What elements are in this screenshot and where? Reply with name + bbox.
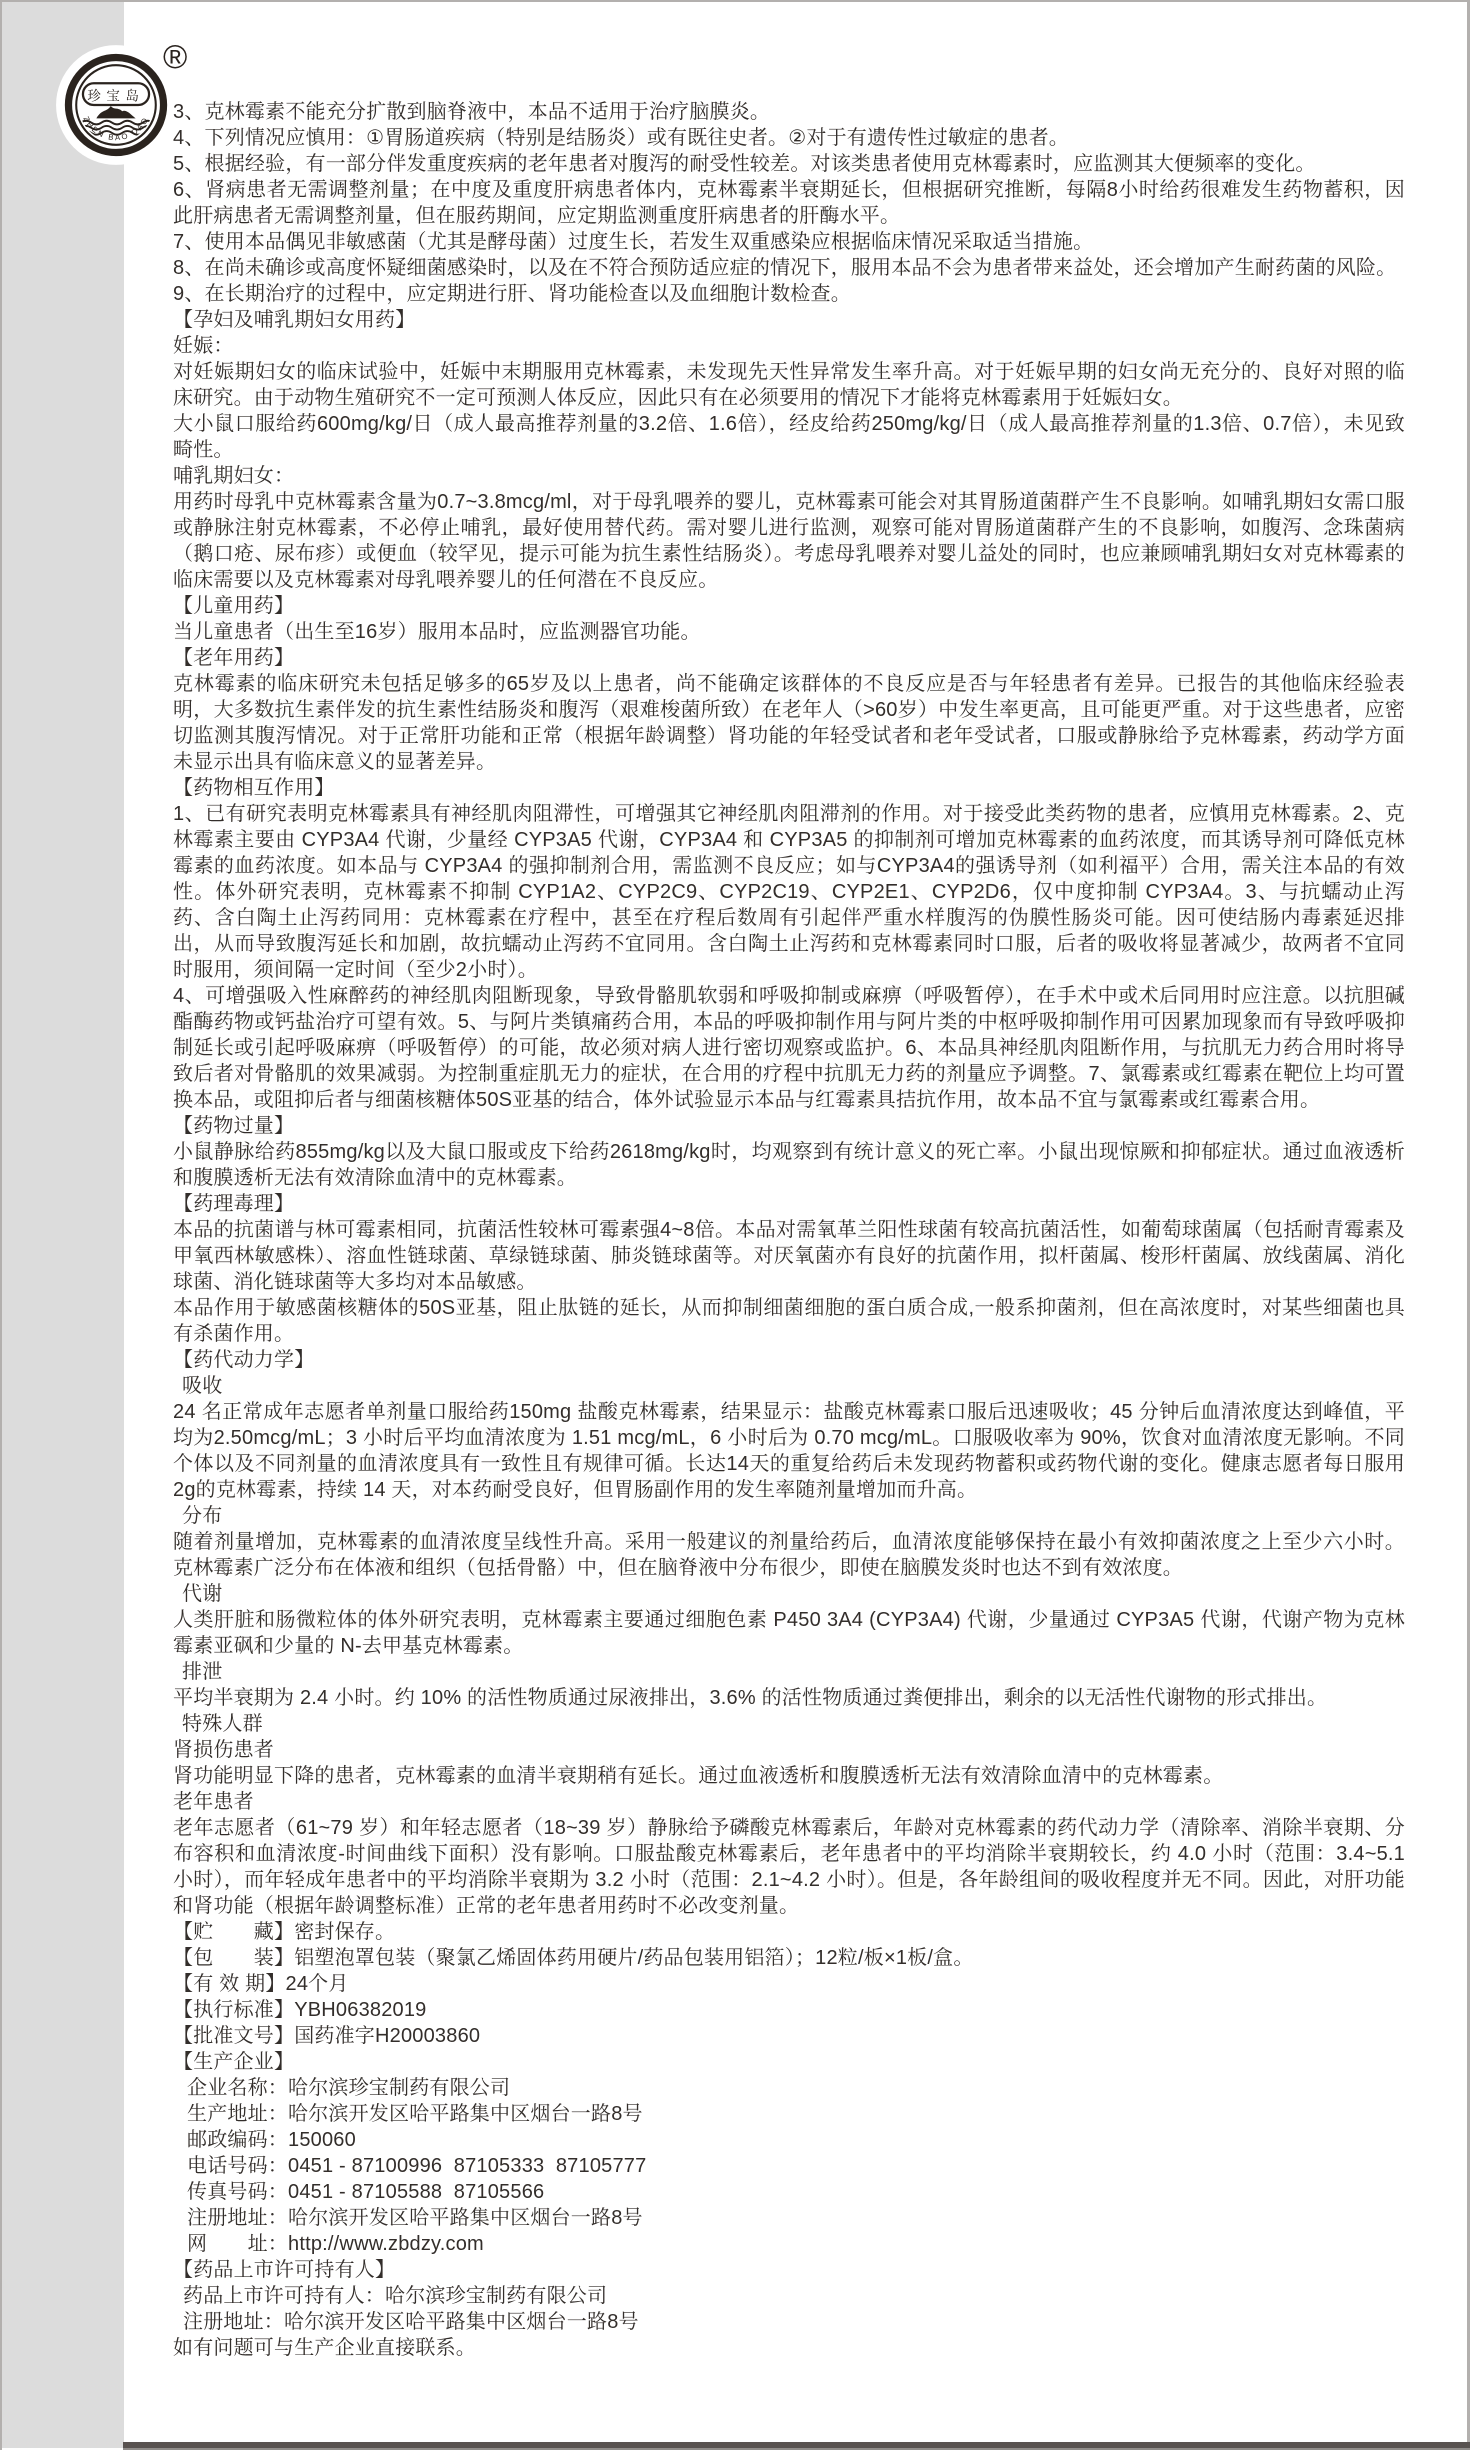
doc-line: 药品上市许可持有人：哈尔滨珍宝制药有限公司 <box>183 2285 608 2307</box>
doc-line: 【药理毒理】 <box>173 1193 295 1215</box>
doc-line: 如有问题可与生产企业直接联系。 <box>173 2337 476 2359</box>
doc-line: 网 址：http://www.zbdzy.com <box>187 2233 484 2255</box>
doc-line: 肾损伤患者 <box>173 1739 274 1761</box>
doc-line: 代谢 <box>182 1583 223 1605</box>
zhenbaodao-logo-icon <box>54 43 178 167</box>
doc-line: 【批准文号】国药准字H20003860 <box>173 2025 481 2047</box>
doc-line: 【有 效 期】24个月 <box>173 1973 349 1995</box>
doc-line: 分布 <box>182 1505 223 1527</box>
doc-line: 【包 装】铝塑泡罩包装（聚氯乙烯固体药用硬片/药品包装用铝箔）；12粒/板×1板/盒。 <box>173 1947 974 1969</box>
doc-line: 吸收 <box>182 1375 223 1397</box>
doc-line: 妊娠： <box>173 335 234 357</box>
doc-line: 老年患者 <box>173 1791 254 1813</box>
registered-trademark-icon: ® <box>163 38 188 75</box>
doc-line: 哺乳期妇女： <box>173 465 295 487</box>
doc-line: 5、根据经验，有一部分伴发重度疾病的老年患者对腹泻的耐受性较差。对该类患者使用克林霉素时，应监测其大便频率的变化。 <box>173 153 1316 175</box>
logo-name-en-arc: ZHEN BAO DAO <box>81 114 151 143</box>
doc-line: 【老年用药】 <box>173 647 295 669</box>
doc-line: 注册地址：哈尔滨开发区哈平路集中区烟台一路8号 <box>183 2311 639 2333</box>
doc-line: 4、下列情况应慎用：①胃肠道疾病（特别是结肠炎）或有既往史者。②对于有遗传性过敏症的患者。 <box>173 127 1069 149</box>
doc-line: 【孕妇及哺乳期妇女用药】 <box>173 309 416 331</box>
doc-line: 24 名正常成年志愿者单剂量口服给药150mg 盐酸克林霉素，结果显示：盐酸克林霉素口服后迅速吸收；45 分钟后血清浓度达到峰值，平均为2.50mcg/mL；3 小时后平均血清浓度为 1.51 mcg/mL，6 小时后为 0.70 mcg/mL。口服吸收率为 90%，饮食对血清浓度无影响。不同个体以及不同剂量的血清浓度具有一致性且有规律可循。长达14天的重复给药后未发现药物蓄积或药物代谢的变化。健康志愿者每日服用2g的克林霉素，持续 14 天，对本药耐受良好，但胃肠副作用的发生率随剂量增加而升高。 <box>173 1401 1405 1501</box>
doc-line: 9、在长期治疗的过程中，应定期进行肝、肾功能检查以及血细胞计数检查。 <box>173 283 851 305</box>
doc-line: 【药物相互作用】 <box>173 777 335 799</box>
doc-line: 【药代动力学】 <box>173 1349 315 1371</box>
doc-line: 3、克林霉素不能充分扩散到脑脊液中，本品不适用于治疗脑膜炎。 <box>173 101 771 123</box>
doc-line: 当儿童患者（出生至16岁）服用本品时，应监测器官功能。 <box>173 621 701 643</box>
leaflet-body <box>173 99 1405 2361</box>
doc-line: 【药物过量】 <box>173 1115 295 1137</box>
doc-line: 本品作用于敏感菌核糖体的50S亚基，阻止肽链的延长，从而抑制细菌细胞的蛋白质合成,一般系抑菌剂，但在高浓度时，对某些细菌也具有杀菌作用。 <box>173 1297 1405 1345</box>
doc-line: 克林霉素的临床研究未包括足够多的65岁及以上患者，尚不能确定该群体的不良反应是否与年轻患者有差异。已报告的其他临床经验表明，大多数抗生素伴发的抗生素性结肠炎和腹泻（艰难梭菌所致）在老年人（>60岁）中发生率更高，且可能更严重。对于这些患者，应密切监测其腹泻情况。对于正常肝功能和正常（根据年龄调整）肾功能的年轻受试者和老年受试者，口服或静脉给予克林霉素，药动学方面未显示出具有临床意义的显著差异。 <box>173 673 1405 773</box>
logo-name-cn: 珍宝岛 <box>87 89 145 105</box>
doc-line: 对妊娠期妇女的临床试验中，妊娠中末期服用克林霉素，未发现先天性异常发生率升高。对于妊娠早期的妇女尚无充分的、良好对照的临床研究。由于动物生殖研究不一定可预测人体反应，因此只有在必须要用的情况下才能将克林霉素用于妊娠妇女。 <box>173 361 1405 409</box>
doc-line: 电话号码：0451 - 87100996 87105333 87105777 <box>187 2155 647 2177</box>
doc-line: 小鼠静脉给药855mg/kg以及大鼠口服或皮下给药2618mg/kg时，均观察到有统计意义的死亡率。小鼠出现惊厥和抑郁症状。通过血液透析和腹膜透析无法有效清除血清中的克林霉素。 <box>173 1141 1405 1189</box>
doc-line: 【生产企业】 <box>173 2051 295 2073</box>
left-gray-band <box>2 2 124 2448</box>
page-border-top <box>0 0 1470 2</box>
doc-line: 排泄 <box>182 1661 223 1683</box>
doc-line: 企业名称：哈尔滨珍宝制药有限公司 <box>187 2077 511 2099</box>
doc-line: 1、已有研究表明克林霉素具有神经肌肉阻滞性，可增强其它神经肌肉阻滞剂的作用。对于接受此类药物的患者，应慎用克林霉素。2、克林霉素主要由 CYP3A4 代谢，少量经 CYP3A5 代谢，CYP3A4 和 CYP3A5 的抑制剂可增加克林霉素的血药浓度，而其诱导剂可降低克林霉素的血药浓度。如本品与 CYP3A4 的强抑制剂合用，需监测不良反应；如与CYP3A4的强诱导剂（如利福平）合用，需关注本品的有效性。体外研究表明，克林霉素不抑制 CYP1A2、CYP2C9、CYP2C19、CYP2E1、CYP2D6，仅中度抑制 CYP3A4。3、与抗蠕动止泻药、含白陶土止泻药同用：克林霉素在疗程中，甚至在疗程后数周有引起伴严重水样腹泻的伪膜性肠炎可能。因可使结肠内毒素延迟排出，从而导致腹泻延长和加剧，故抗蠕动止泻药不宜同用。含白陶土止泻药和克林霉素同时口服，后者的吸收将显著减少，故两者不宜同时服用，须间隔一定时间（至少2小时）。 <box>173 803 1405 981</box>
doc-line: 6、肾病患者无需调整剂量；在中度及重度肝病患者体内，克林霉素半衰期延长，但根据研究推断，每隔8小时给药很难发生药物蓄积，因此肝病患者无需调整剂量，但在服药期间，应定期监测重度肝病患者的肝酶水平。 <box>173 179 1405 227</box>
doc-line: 生产地址：哈尔滨开发区哈平路集中区烟台一路8号 <box>187 2103 643 2125</box>
doc-line: 人类肝脏和肠微粒体的体外研究表明，克林霉素主要通过细胞色素 P450 3A4 (CYP3A4) 代谢，少量通过 CYP3A5 代谢，代谢产物为克林霉素亚砜和少量的 N-去甲基克林霉素。 <box>173 1609 1405 1657</box>
doc-line: 平均半衰期为 2.4 小时。约 10% 的活性物质通过尿液排出，3.6% 的活性物质通过粪便排出，剩余的以无活性代谢物的形式排出。 <box>173 1687 1328 1709</box>
doc-line: 肾功能明显下降的患者，克林霉素的血清半衰期稍有延长。通过血液透析和腹膜透析无法有效清除血清中的克林霉素。 <box>173 1765 1224 1787</box>
doc-line: 【儿童用药】 <box>173 595 295 617</box>
doc-line: 【贮 藏】密封保存。 <box>173 1921 396 1943</box>
doc-line: 4、可增强吸入性麻醉药的神经肌肉阻断现象，导致骨骼肌软弱和呼吸抑制或麻痹（呼吸暂停），在手术中或术后同用时应注意。以抗胆碱酯酶药物或钙盐治疗可望有效。5、与阿片类镇痛药合用，本品的呼吸抑制作用与阿片类的中枢呼吸抑制作用可因累加现象而有导致呼吸抑制延长或引起呼吸麻痹（呼吸暂停）的可能，故必须对病人进行密切观察或监护。6、本品具神经肌肉阻断作用，与抗肌无力药合用时将导致后者对骨骼肌的效果减弱。为控制重症肌无力的症状，在合用的疗程中抗肌无力药的剂量应予调整。7、氯霉素或红霉素在靶位上均可置换本品，或阻抑后者与细菌核糖体50S亚基的结合，体外试验显示本品与红霉素具拮抗作用，故本品不宜与氯霉素或红霉素合用。 <box>173 985 1405 1111</box>
doc-line: 注册地址：哈尔滨开发区哈平路集中区烟台一路8号 <box>187 2207 643 2229</box>
doc-line: 随着剂量增加，克林霉素的血清浓度呈线性升高。采用一般建议的剂量给药后，血清浓度能够保持在最小有效抑菌浓度之上至少六小时。克林霉素广泛分布在体液和组织（包括骨骼）中，但在脑脊液中分布很少，即使在脑膜发炎时也达不到有效浓度。 <box>173 1531 1405 1579</box>
doc-line: 传真号码：0451 - 87105588 87105566 <box>187 2181 545 2203</box>
doc-line: 8、在尚未确诊或高度怀疑细菌感染时，以及在不符合预防适应症的情况下，服用本品不会为患者带来益处，还会增加产生耐药菌的风险。 <box>173 257 1397 279</box>
doc-line: 本品的抗菌谱与林可霉素相同，抗菌活性较林可霉素强4~8倍。本品对需氧革兰阳性球菌有较高抗菌活性，如葡萄球菌属（包括耐青霉素及甲氧西林敏感株）、溶血性链球菌、草绿链球菌、肺炎链球菌等。对厌氧菌亦有良好的抗菌作用，拟杆菌属、梭形杆菌属、放线菌属、消化球菌、消化链球菌等大多均对本品敏感。 <box>173 1219 1405 1293</box>
brand-logo <box>54 43 178 167</box>
doc-line: 大小鼠口服给药600mg/kg/日（成人最高推荐剂量的3.2倍、1.6倍），经皮给药250mg/kg/日（成人最高推荐剂量的1.3倍、0.7倍），未见致畸性。 <box>173 413 1405 461</box>
doc-line: 用药时母乳中克林霉素含量为0.7~3.8mcg/ml，对于母乳喂养的婴儿，克林霉素可能会对其胃肠道菌群产生不良影响。如哺乳期妇女需口服或静脉注射克林霉素，不必停止哺乳，最好使用替代药。需对婴儿进行监测，观察可能对胃肠道菌群产生的不良影响，如腹泻、念珠菌病（鹅口疮、尿布疹）或便血（较罕见，提示可能为抗生素性结肠炎）。考虑母乳喂养对婴儿益处的同时，也应兼顾哺乳期妇女对克林霉素的临床需要以及克林霉素对母乳喂养婴儿的任何潜在不良反应。 <box>173 491 1405 591</box>
doc-line: 7、使用本品偶见非敏感菌（尤其是酵母菌）过度生长，若发生双重感染应根据临床情况采取适当措施。 <box>173 231 1094 253</box>
doc-line: 【执行标准】YBH06382019 <box>173 1999 427 2021</box>
doc-line: 邮政编码：150060 <box>187 2129 356 2151</box>
doc-line: 【药品上市许可持有人】 <box>173 2259 396 2281</box>
doc-line: 特殊人群 <box>182 1713 263 1735</box>
doc-line: 老年志愿者（61~79 岁）和年轻志愿者（18~39 岁）静脉给予磷酸克林霉素后，年龄对克林霉素的药代动力学（清除率、消除半衰期、分布容积和血清浓度-时间曲线下面积）没有影响。口服盐酸克林霉素后，老年患者中的平均消除半衰期较长，约 4.0 小时（范围：3.4~5.1 小时），而年轻成年患者中的平均消除半衰期为 3.2 小时（范围：2.1~4.2 小时）。但是，各年龄组间的吸收程度并无不同。因此，对肝功能和肾功能（根据年龄调整标准）正常的老年患者用药时不必改变剂量。 <box>173 1817 1405 1917</box>
